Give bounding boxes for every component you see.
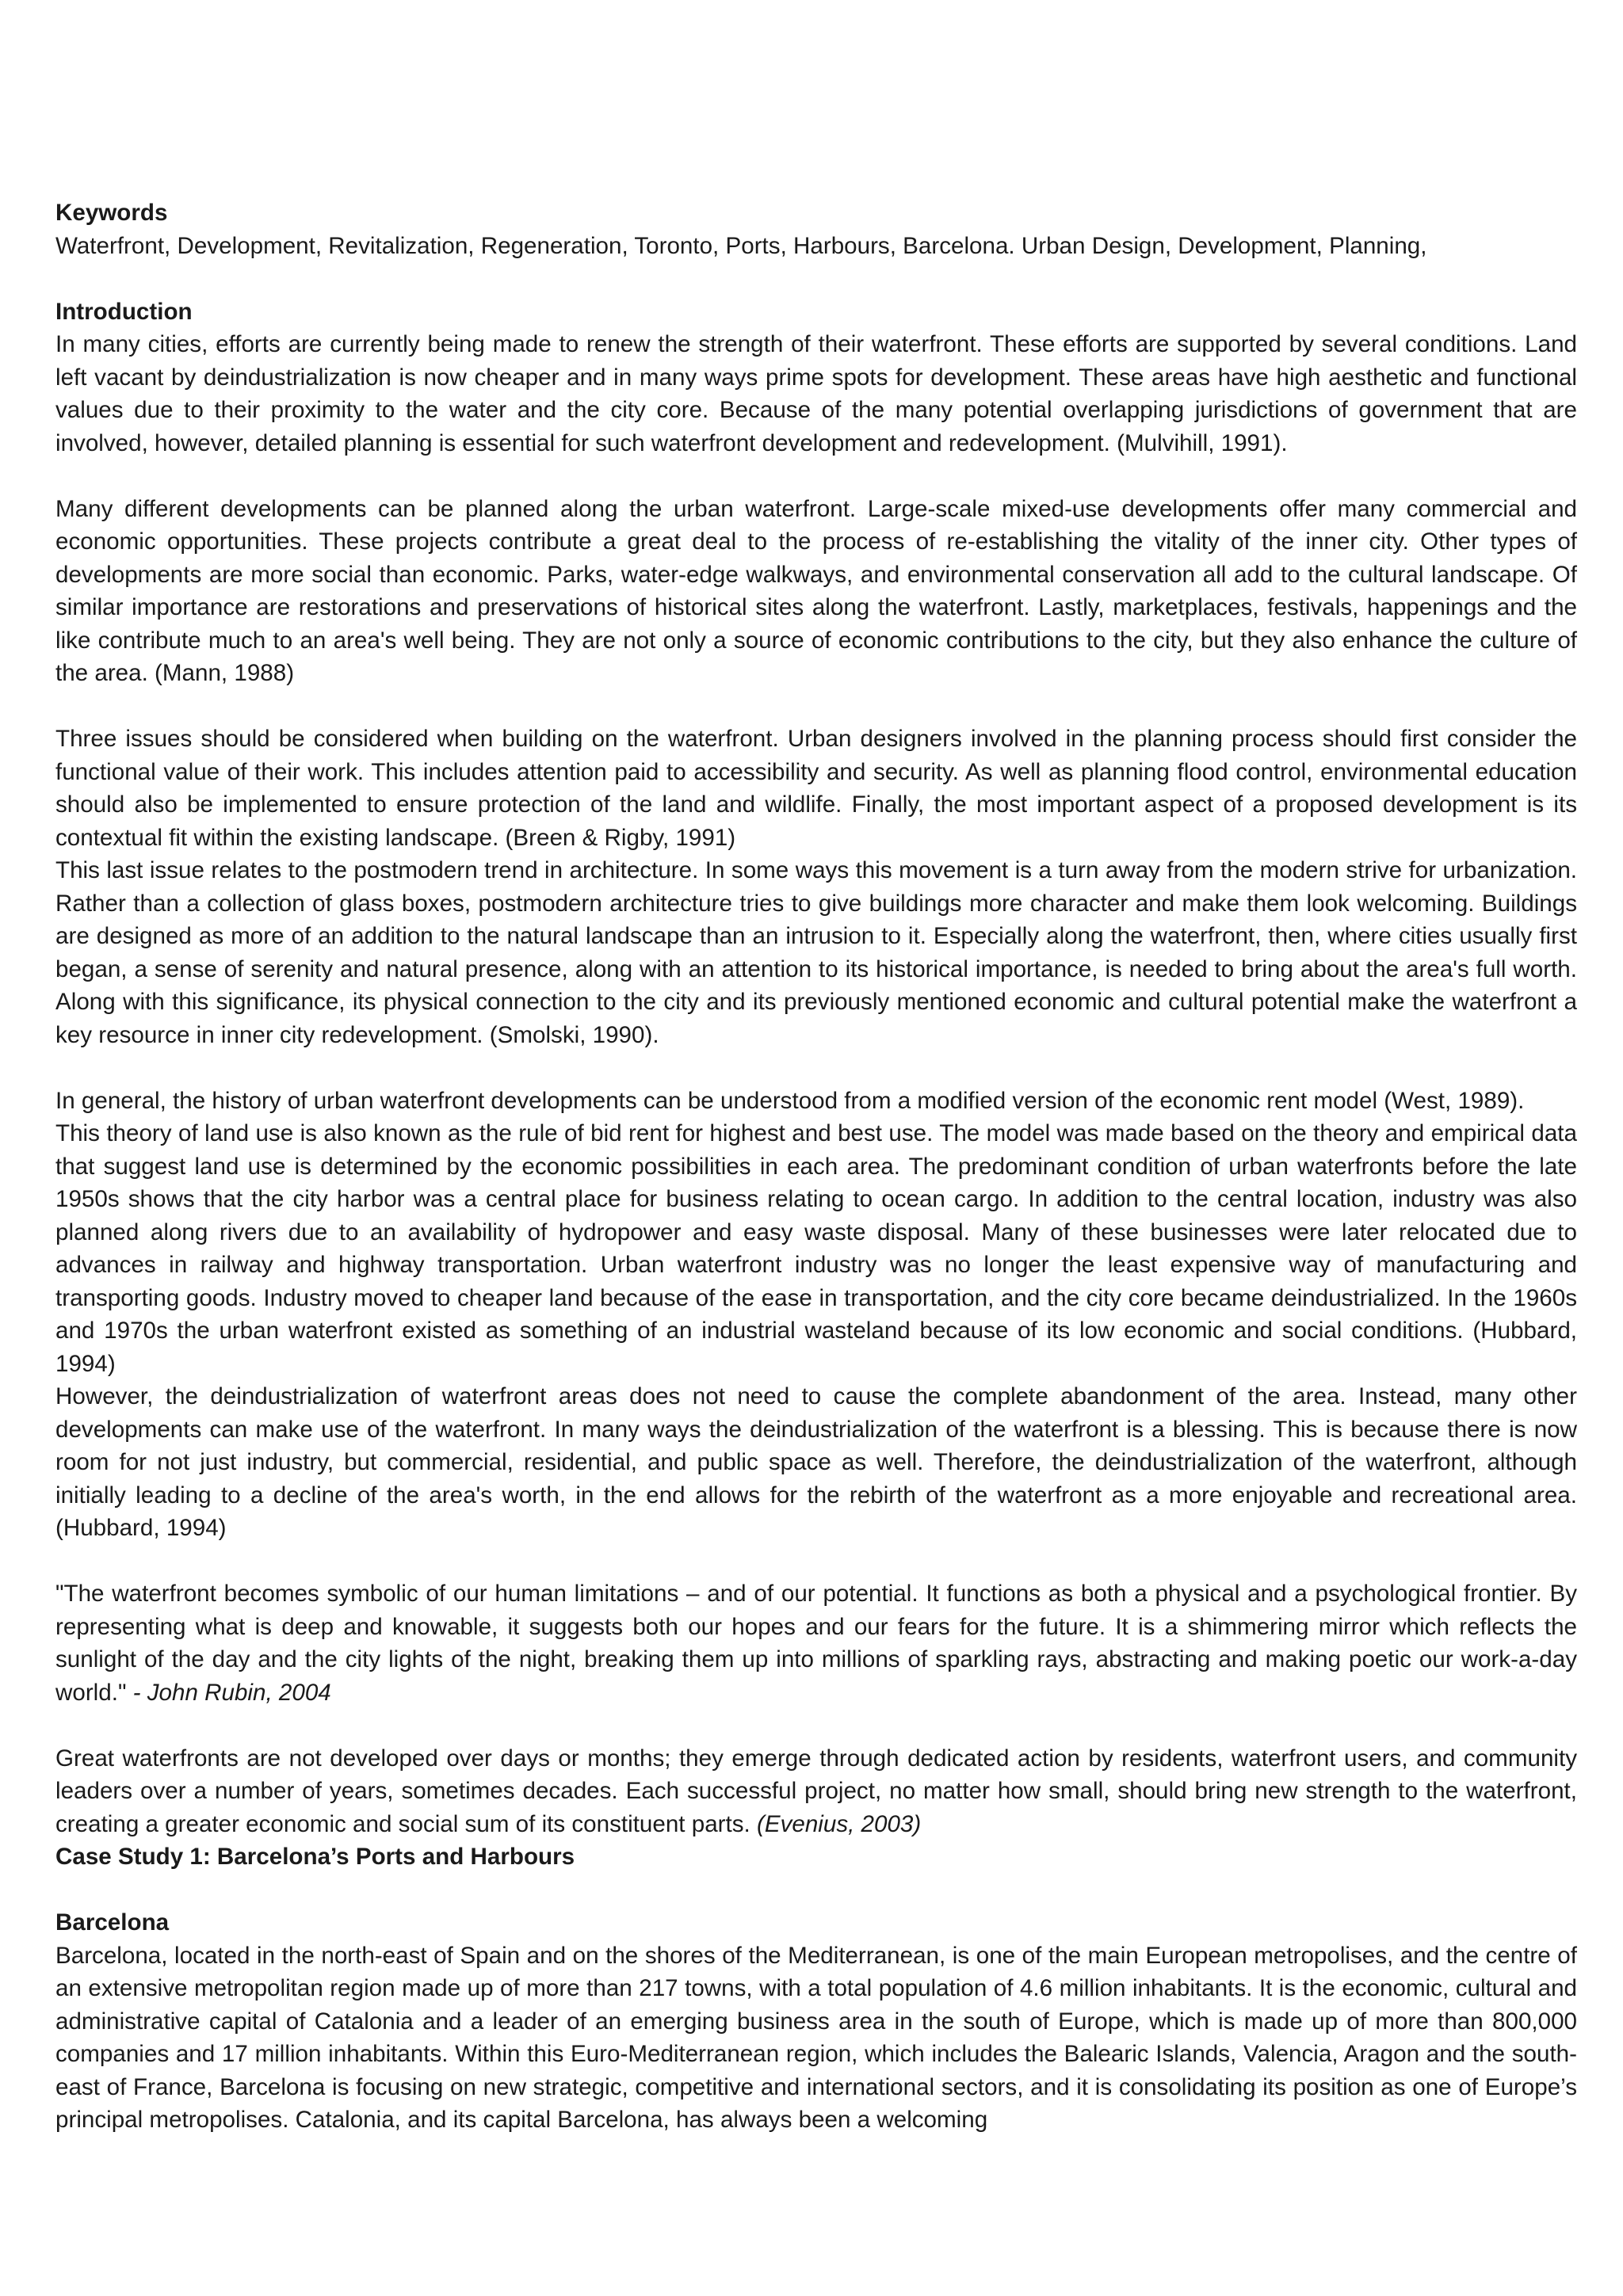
spacer (55, 1874, 1577, 1907)
spacer (55, 690, 1577, 723)
spacer (55, 1051, 1577, 1085)
case-study-heading: Case Study 1: Barcelona’s Ports and Harbours (55, 1844, 575, 1870)
spacer (55, 262, 1577, 296)
intro-paragraph-3: Three issues should be considered when building on the waterfront. Urban designers involved in the planning process should first consider the functional value of their work. This includes attention paid to accessibility and security. As well as planning flood control, environmental education should also be implemented to ensure protection of the land and wildlife. Finally, the most important aspect of a proposed development is its contextual fit within the existing landscape. (Breen & Rigby, 1991) (55, 726, 1577, 851)
intro-paragraph-1: In many cities, efforts are currently being made to renew the strength of their waterfront. These efforts are supported by several conditions. Land left vacant by deindustrialization is now cheaper and in many ways prime spots for development. These areas have high aesthetic and functional values due to their proximity to the water and the city core. Because of the many potential overlapping jurisdictions of government that are involved, however, detailed planning is essential for such waterfront development and redevelopment. (Mulvihill, 1991). (55, 331, 1577, 456)
quote-paragraph (55, 1577, 1577, 1709)
intro-paragraph-2: Many different developments can be planned along the urban waterfront. Large-scale mixed-use developments offer many commercial and economic opportunities. These projects contribute a great deal to the process of re-establishing the vitality of the inner city. Other types of developments are more social than economic. Parks, water-edge walkways, and environmental conservation all add to the cultural landscape. Of similar importance are restorations and preservations of historical sites along the waterfront. Lastly, marketplaces, festivals, happenings and the like contribute much to an area's well being. They are not only a source of economic contributions to the city, but they also enhance the culture of the area. (Mann, 1988) (55, 495, 1577, 686)
document-page (55, 196, 1577, 2137)
intro-paragraph-6: This theory of land use is also known as the rule of bid rent for highest and best use. The model was made based on the theory and empirical data that suggest land use is determined by the economic possibilities in each area. The predominant condition of urban waterfronts before the late 1950s shows that the city harbor was a central place for business relating to ocean cargo. In addition to the central location, industry was also planned along rivers due to an availability of hydropower and easy waste disposal. Many of these businesses were later relocated due to advances in railway and highway transportation. Urban waterfront industry was no longer the least expensive way of manufacturing and transporting goods. Industry moved to cheaper land because of the ease in transportation, and the city core became deindustrialized. In the 1960s and 1970s the urban waterfront existed as something of an industrial wasteland because of its low economic and social conditions. (Hubbard, 1994) (55, 1120, 1577, 1377)
paragraph-8-citation: (Evenius, 2003) (750, 1810, 922, 1837)
intro-paragraph-5: In general, the history of urban waterfront developments can be understood from a modified version of the economic rent model (West, 1989). (55, 1087, 1525, 1114)
intro-paragraph-4: This last issue relates to the postmodern trend in architecture. In some ways this movement is a turn away from the modern strive for urbanization. Rather than a collection of glass boxes, postmodern architecture tries to give buildings more character and make them look welcoming. Buildings are designed as more of an addition to the natural landscape than an intrusion to it. Especially along the waterfront, then, where cities usually first began, a sense of serenity and natural presence, along with an attention to its historical importance, is needed to bring about the area's full worth. Along with this significance, its physical connection to the city and its previously mentioned economic and cultural potential make the waterfront a key resource in inner city redevelopment. (Smolski, 1990). (55, 857, 1577, 1048)
quote-attribution: - John Rubin, 2004 (126, 1679, 331, 1706)
paragraph-8-text: Great waterfronts are not developed over days or months; they emerge through dedicated action by residents, waterfront users, and community leaders over a number of years, sometimes decades. Each successful project, no matter how small, should bring new strength to the waterfront, creating a greater economic and social sum of its constituent parts. (55, 1745, 1577, 1837)
barcelona-paragraph-1: Barcelona, located in the north-east of Spain and on the shores of the Mediterranean, is one of the main European metropolises, and the centre of an extensive metropolitan region made up of more than 217 towns, with a total population of 4.6 million inhabitants. It is the economic, cultural and administrative capital of Catalonia and a leader of an emerging business area in the south of Europe, which is made up of more than 800,000 companies and 17 million inhabitants. Within this Euro-Mediterranean region, which includes the Balearic Islands, Valencia, Aragon and the south- east of France, Barcelona is focusing on new strategic, competitive and international sectors, and it is consolidating its position as one of Europe’s principal metropolises. Catalonia, and its capital Barcelona, has always been a welcoming (55, 1942, 1577, 2133)
introduction-heading: Introduction (55, 298, 193, 325)
intro-paragraph-8 (55, 1742, 1577, 1841)
keywords-heading: Keywords (55, 200, 168, 226)
quote-text: "The waterfront becomes symbolic of our human limitations – and of our potential. It functions as both a physical and a psychological frontier. By representing what is deep and knowable, it suggests both our hopes and our fears for the future. It is a shimmering mirror which reflects the sunlight of the day and the city lights of the night, breaking them up into millions of sparkling rays, abstracting and making poetic our work-a-day world." (55, 1581, 1577, 1706)
intro-paragraph-7: However, the deindustrialization of waterfront areas does not need to cause the complete abandonment of the area. Instead, many other developments can make use of the waterfront. In many ways the deindustrialization of the waterfront is a blessing. This is because there is now room for not just industry, but commercial, residential, and public space as well. Therefore, the deindustrialization of the waterfront, although initially leading to a decline of the area's worth, in the end allows for the rebirth of the waterfront as a more enjoyable and recreational area. (Hubbard, 1994) (55, 1383, 1577, 1541)
barcelona-heading: Barcelona (55, 1909, 170, 1936)
spacer (55, 1545, 1577, 1578)
keywords-text: Waterfront, Development, Revitalization, Regeneration, Toronto, Ports, Harbours, Barcelona. Urban Design, Development, Planning, (55, 232, 1427, 259)
spacer (55, 460, 1577, 493)
spacer (55, 1709, 1577, 1742)
